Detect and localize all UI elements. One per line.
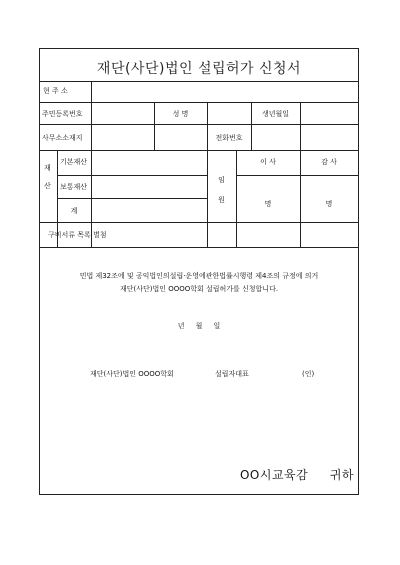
director-count-unit: 명 bbox=[264, 200, 272, 208]
divider bbox=[207, 102, 208, 124]
divider bbox=[40, 222, 358, 223]
divider bbox=[40, 102, 358, 103]
total-label: 계 bbox=[70, 207, 78, 215]
divider bbox=[91, 81, 92, 102]
divider bbox=[236, 175, 358, 176]
address-label: 현 주 소 bbox=[43, 87, 68, 95]
divider bbox=[251, 102, 252, 124]
divider bbox=[40, 150, 358, 151]
divider bbox=[57, 198, 207, 199]
form-title: 재단(사단)법인 설립허가 신청서 bbox=[96, 61, 302, 77]
phone-label: 전화번호 bbox=[215, 134, 243, 142]
representative-label: 설립자대표 bbox=[215, 370, 249, 378]
auditor-label: 감 사 bbox=[321, 158, 337, 166]
application-statement-line-1: 민법 제32조에 및 공익법인의설립·운영에관한법률시행령 제4조의 규정에 의거 bbox=[79, 272, 319, 280]
attachments-label: 구비서류 목록 별첨 bbox=[48, 231, 107, 239]
divider bbox=[40, 124, 358, 125]
officers-side-label: 임 원 bbox=[218, 176, 225, 204]
applicant-organization: 재단(사단)법인 OOOO학회 bbox=[90, 370, 174, 378]
divider bbox=[91, 102, 92, 150]
auditor-count-unit: 명 bbox=[325, 200, 333, 208]
divider bbox=[300, 124, 301, 150]
divider bbox=[40, 247, 358, 248]
director-label: 이 사 bbox=[260, 158, 276, 166]
ordinary-property-label: 보통재산 bbox=[60, 183, 88, 191]
divider bbox=[57, 175, 207, 176]
date-line: 년 월 일 bbox=[177, 322, 221, 330]
seal-mark: (인) bbox=[302, 370, 315, 378]
divider bbox=[300, 102, 301, 124]
property-side-label: 재 산 bbox=[44, 164, 51, 190]
basic-property-label: 기본재산 bbox=[60, 158, 88, 166]
divider bbox=[40, 81, 358, 82]
name-label: 성 명 bbox=[172, 110, 189, 118]
divider bbox=[154, 102, 155, 124]
application-statement-line-2: 재단(사단)법인 OOOO학회 설립허가를 신청합니다. bbox=[119, 285, 279, 293]
office-address-label: 사무소소재지 bbox=[42, 134, 83, 142]
divider bbox=[251, 124, 252, 150]
application-form bbox=[39, 48, 359, 495]
addressee: OO시교육감 귀하 bbox=[239, 468, 354, 482]
divider bbox=[154, 124, 155, 150]
resident-number-label: 주민등록번호 bbox=[42, 110, 83, 118]
birth-date-label: 생년월일 bbox=[261, 110, 290, 118]
